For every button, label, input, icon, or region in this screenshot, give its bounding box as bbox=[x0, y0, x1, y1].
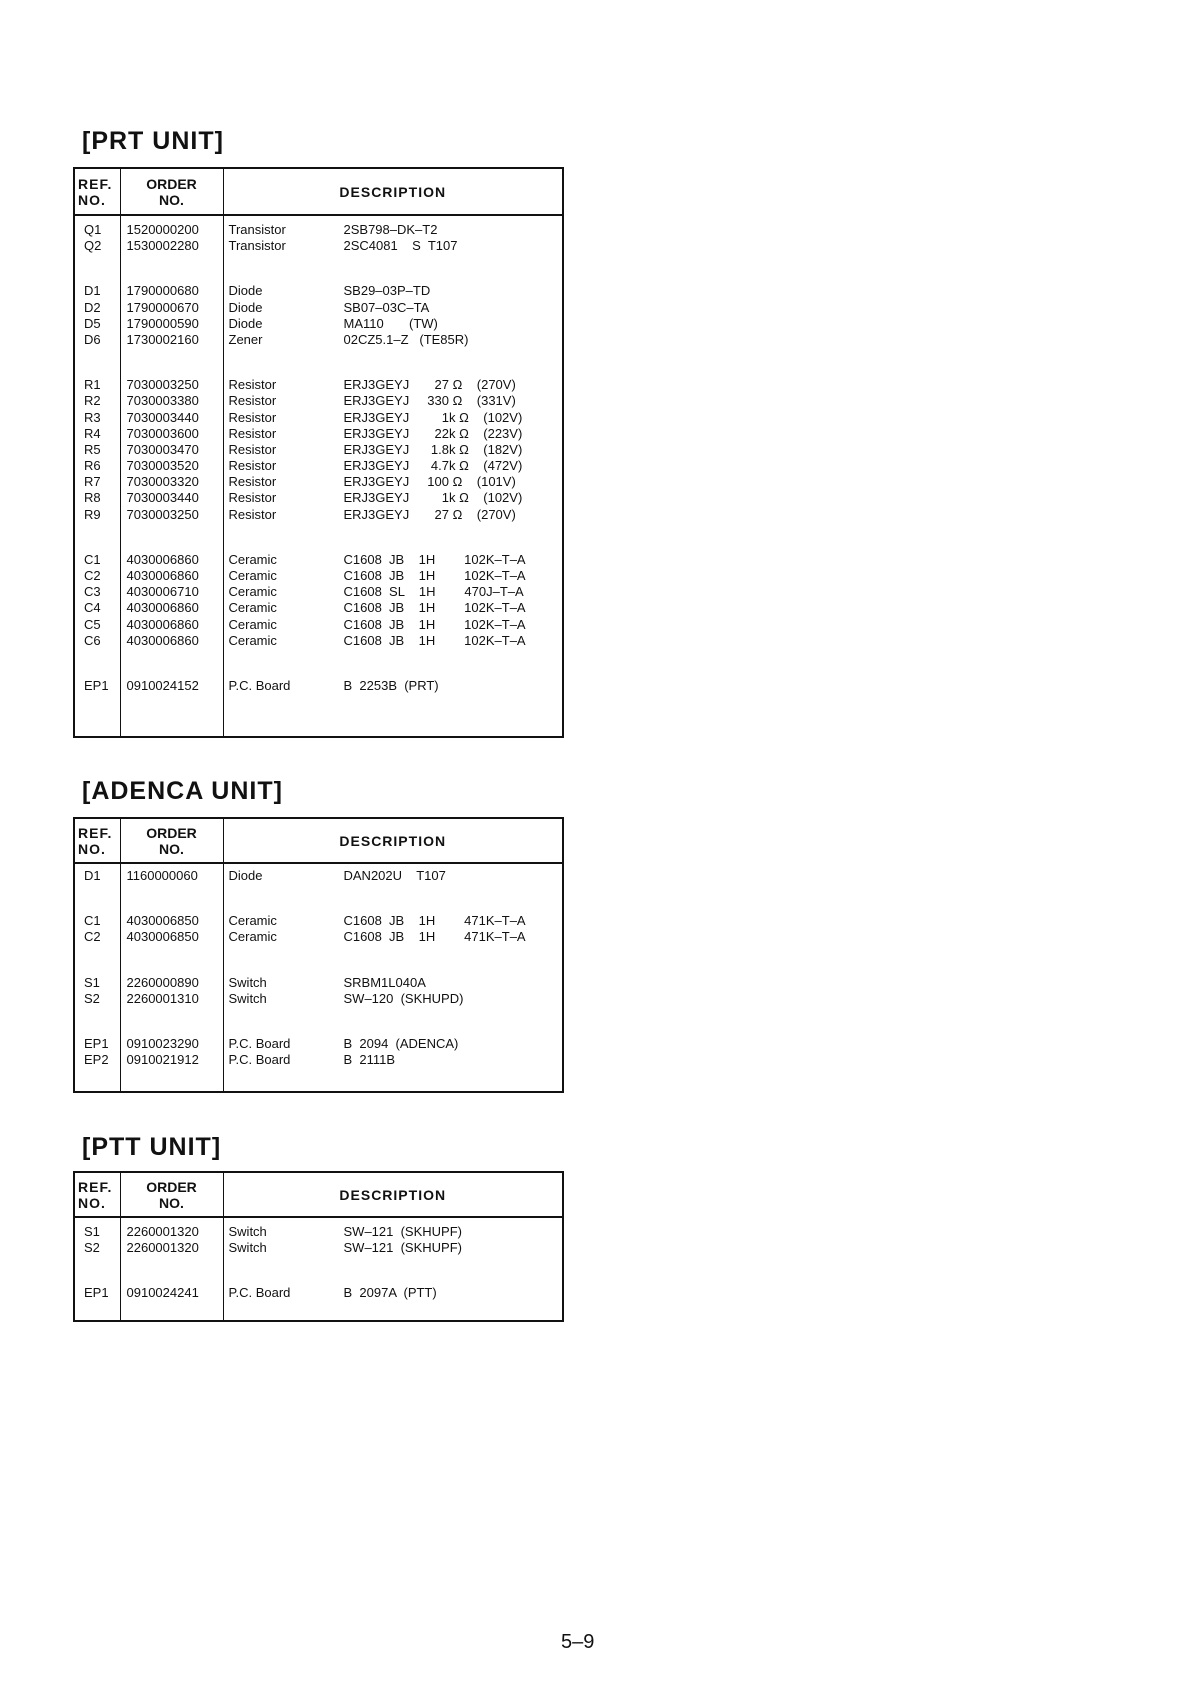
ref-number: Q2 bbox=[84, 238, 102, 254]
ref-number: R7 bbox=[84, 474, 101, 490]
group-spacer bbox=[84, 1021, 120, 1036]
group-spacer bbox=[127, 884, 223, 899]
ref-number: R6 bbox=[84, 458, 101, 474]
ref-number: R4 bbox=[84, 425, 101, 441]
part-description bbox=[229, 283, 563, 299]
part-description bbox=[229, 1224, 563, 1240]
part-description bbox=[229, 975, 563, 991]
order-number: 7030003600 bbox=[126, 425, 199, 441]
ref-number: S1 bbox=[84, 974, 100, 990]
part-description bbox=[229, 929, 563, 945]
ref-number: S1 bbox=[84, 1224, 100, 1239]
order-number: 1520000200 bbox=[126, 222, 199, 237]
description-column bbox=[223, 863, 563, 1092]
group-spacer bbox=[127, 663, 223, 678]
part-type: Ceramic bbox=[228, 616, 277, 632]
group-spacer bbox=[127, 254, 223, 269]
ref-number: EP1 bbox=[84, 677, 109, 693]
ref-number: R2 bbox=[84, 393, 101, 409]
ref-number: EP1 bbox=[84, 1285, 109, 1301]
part-description bbox=[229, 868, 563, 884]
group-spacer bbox=[229, 523, 563, 538]
group-spacer bbox=[127, 537, 223, 552]
group-spacer bbox=[127, 649, 223, 664]
group-spacer bbox=[84, 663, 120, 678]
part-spec: ERJ3GEYJ 100 Ω (101V) bbox=[343, 474, 516, 490]
part-type: Switch bbox=[228, 1224, 267, 1239]
part-description bbox=[229, 490, 563, 506]
part-spec: SRBM1L040A bbox=[343, 974, 426, 990]
header-order-no: ORDER NO. bbox=[120, 1172, 223, 1217]
order-number: 4030006860 bbox=[126, 616, 199, 632]
part-type: Diode bbox=[228, 315, 263, 331]
group-spacer bbox=[229, 663, 563, 678]
group-spacer bbox=[229, 1271, 563, 1286]
group-spacer bbox=[127, 1007, 223, 1022]
order-number: 0910024152 bbox=[126, 677, 199, 693]
group-spacer bbox=[229, 960, 563, 975]
order-number: 2260001320 bbox=[126, 1240, 199, 1256]
part-type: Ceramic bbox=[228, 584, 277, 600]
ref-number: S2 bbox=[84, 1240, 100, 1256]
part-spec: DAN202U T107 bbox=[343, 868, 446, 883]
header-order-no: ORDER NO. bbox=[120, 818, 223, 863]
order-number: 7030003380 bbox=[126, 393, 199, 409]
part-type: Diode bbox=[228, 299, 263, 315]
unit-title-adenca: [ADENCA UNIT] bbox=[82, 777, 283, 805]
part-description bbox=[229, 507, 563, 523]
group-spacer bbox=[84, 254, 120, 269]
part-type: Ceramic bbox=[228, 568, 277, 583]
group-spacer bbox=[229, 363, 563, 378]
part-spec: C1608 JB 1H 102K–T–A bbox=[343, 551, 526, 567]
group-spacer bbox=[84, 523, 120, 538]
ref-number: EP1 bbox=[84, 1035, 109, 1051]
header-ref-no: REF. NO. bbox=[74, 168, 120, 215]
ref-number: C3 bbox=[84, 584, 101, 600]
part-description bbox=[229, 377, 563, 393]
part-type: Resistor bbox=[228, 425, 277, 441]
part-spec: B 2111B bbox=[343, 1052, 396, 1068]
header-description: DESCRIPTION bbox=[223, 1172, 563, 1217]
ref-number: C4 bbox=[84, 600, 101, 616]
group-spacer bbox=[84, 649, 120, 664]
page-number: 5–9 bbox=[561, 1631, 595, 1653]
part-spec: SB07–03C–TA bbox=[343, 299, 430, 315]
part-spec: 2SB798–DK–T2 bbox=[343, 222, 438, 237]
ref-number: C2 bbox=[84, 568, 101, 583]
order-column bbox=[120, 215, 223, 737]
order-number: 2260001320 bbox=[126, 1224, 199, 1239]
part-type: P.C. Board bbox=[228, 1035, 291, 1051]
part-spec: MA110 (TW) bbox=[343, 315, 438, 331]
header-ref-no: REF. NO. bbox=[74, 1172, 120, 1217]
description-column bbox=[223, 215, 563, 737]
order-number: 1790000680 bbox=[126, 283, 199, 299]
order-number: 7030003250 bbox=[126, 506, 199, 522]
part-spec: 2SC4081 S T107 bbox=[343, 238, 458, 254]
part-type: P.C. Board bbox=[228, 1052, 291, 1068]
part-spec: ERJ3GEYJ 330 Ω (331V) bbox=[343, 393, 516, 409]
order-number: 7030003320 bbox=[126, 474, 199, 490]
part-description bbox=[229, 1052, 563, 1068]
part-description bbox=[229, 552, 563, 568]
order-number: 4030006850 bbox=[126, 913, 199, 929]
group-spacer bbox=[127, 348, 223, 363]
part-type: P.C. Board bbox=[228, 677, 291, 693]
part-type: Transistor bbox=[228, 238, 286, 254]
part-description bbox=[229, 316, 563, 332]
order-number: 7030003440 bbox=[126, 490, 199, 506]
part-spec: 02CZ5.1–Z (TE85R) bbox=[343, 331, 469, 347]
header-ref-no: REF. NO. bbox=[74, 818, 120, 863]
order-number: 7030003520 bbox=[126, 458, 199, 474]
ref-number: R3 bbox=[84, 409, 101, 425]
part-spec: ERJ3GEYJ 4.7k Ω (472V) bbox=[343, 458, 523, 474]
group-spacer bbox=[229, 1021, 563, 1036]
part-description bbox=[229, 300, 563, 316]
ref-number: C1 bbox=[84, 913, 101, 929]
part-spec: SW–121 (SKHUPF) bbox=[343, 1224, 462, 1239]
order-number: 4030006710 bbox=[126, 584, 199, 600]
ref-number: R5 bbox=[84, 441, 101, 457]
part-description bbox=[229, 913, 563, 929]
group-spacer bbox=[127, 899, 223, 914]
order-number: 4030006860 bbox=[126, 632, 199, 648]
ref-number: C5 bbox=[84, 616, 101, 632]
part-spec: ERJ3GEYJ 1k Ω (102V) bbox=[343, 490, 523, 506]
group-spacer bbox=[229, 884, 563, 899]
group-spacer bbox=[127, 363, 223, 378]
part-description bbox=[229, 617, 563, 633]
group-spacer bbox=[229, 649, 563, 664]
part-spec: ERJ3GEYJ 1.8k Ω (182V) bbox=[343, 441, 523, 457]
ref-number: C1 bbox=[84, 551, 101, 567]
part-type: Resistor bbox=[228, 490, 277, 506]
part-type: Resistor bbox=[228, 393, 277, 409]
ref-number: EP2 bbox=[84, 1052, 109, 1068]
part-spec: SW–121 (SKHUPF) bbox=[343, 1240, 462, 1256]
parts-table-ptt bbox=[73, 1171, 564, 1322]
group-spacer bbox=[229, 946, 563, 961]
group-spacer bbox=[84, 946, 120, 961]
part-description bbox=[229, 678, 563, 694]
part-spec: C1608 JB 1H 102K–T–A bbox=[343, 632, 526, 648]
group-spacer bbox=[229, 1007, 563, 1022]
group-spacer bbox=[127, 1021, 223, 1036]
ref-number: S2 bbox=[84, 990, 100, 1006]
group-spacer bbox=[127, 523, 223, 538]
order-number: 2260001310 bbox=[126, 990, 199, 1006]
part-type: Ceramic bbox=[228, 551, 277, 567]
part-spec: C1608 JB 1H 102K–T–A bbox=[343, 600, 526, 616]
part-spec: C1608 JB 1H 471K–T–A bbox=[343, 913, 526, 929]
part-spec: C1608 JB 1H 471K–T–A bbox=[343, 929, 526, 945]
part-spec: ERJ3GEYJ 22k Ω (223V) bbox=[343, 425, 523, 441]
part-spec: C1608 SL 1H 470J–T–A bbox=[343, 584, 524, 600]
part-type: Transistor bbox=[228, 222, 286, 237]
part-description bbox=[229, 633, 563, 649]
group-spacer bbox=[84, 884, 120, 899]
group-spacer bbox=[229, 254, 563, 269]
part-description bbox=[229, 1285, 563, 1301]
unit-title-ptt: [PTT UNIT] bbox=[82, 1133, 222, 1161]
part-description bbox=[229, 410, 563, 426]
ref-number: C6 bbox=[84, 632, 101, 648]
order-number: 0910023290 bbox=[126, 1035, 199, 1051]
parts-table-prt bbox=[73, 167, 564, 738]
unit-title-prt: [PRT UNIT] bbox=[82, 127, 224, 155]
part-type: Resistor bbox=[228, 458, 277, 474]
part-type: Diode bbox=[228, 868, 263, 883]
part-spec: B 2097A (PTT) bbox=[343, 1285, 437, 1301]
ref-number: D5 bbox=[84, 315, 101, 331]
group-spacer bbox=[127, 1271, 223, 1286]
order-number: 0910024241 bbox=[126, 1285, 199, 1301]
ref-number: R1 bbox=[84, 377, 101, 393]
order-number: 1530002280 bbox=[126, 238, 199, 254]
part-description bbox=[229, 332, 563, 348]
group-spacer bbox=[229, 348, 563, 363]
order-number: 1790000670 bbox=[126, 299, 199, 315]
part-description bbox=[229, 584, 563, 600]
ref-number: D1 bbox=[84, 283, 101, 299]
part-type: Resistor bbox=[228, 474, 277, 490]
part-type: Ceramic bbox=[228, 600, 277, 616]
part-description bbox=[229, 222, 563, 238]
description-column bbox=[223, 1217, 563, 1321]
group-spacer bbox=[229, 269, 563, 284]
group-spacer bbox=[84, 269, 120, 284]
ref-number: D1 bbox=[84, 868, 101, 883]
group-spacer bbox=[127, 946, 223, 961]
parts-table-adenca bbox=[73, 817, 564, 1093]
order-number: 7030003470 bbox=[126, 441, 199, 457]
group-spacer bbox=[84, 1256, 120, 1271]
part-spec: SB29–03P–TD bbox=[343, 283, 431, 299]
group-spacer bbox=[127, 269, 223, 284]
order-number: 7030003250 bbox=[126, 377, 199, 393]
part-spec: ERJ3GEYJ 1k Ω (102V) bbox=[343, 409, 523, 425]
part-spec: ERJ3GEYJ 27 Ω (270V) bbox=[343, 377, 516, 393]
order-number: 4030006860 bbox=[126, 600, 199, 616]
header-description: DESCRIPTION bbox=[223, 168, 563, 215]
part-type: Ceramic bbox=[228, 929, 277, 945]
part-spec: C1608 JB 1H 102K–T–A bbox=[343, 568, 526, 583]
header-description: DESCRIPTION bbox=[223, 818, 563, 863]
part-description bbox=[229, 568, 563, 584]
order-number: 7030003440 bbox=[126, 409, 199, 425]
group-spacer bbox=[229, 1256, 563, 1271]
part-type: Resistor bbox=[228, 377, 277, 393]
part-description bbox=[229, 442, 563, 458]
order-column bbox=[120, 1217, 223, 1321]
group-spacer bbox=[84, 363, 120, 378]
order-number: 1730002160 bbox=[126, 331, 199, 347]
part-spec: SW–120 (SKHUPD) bbox=[343, 990, 464, 1006]
part-spec: B 2094 (ADENCA) bbox=[343, 1035, 459, 1051]
part-type: P.C. Board bbox=[228, 1285, 291, 1301]
part-spec: ERJ3GEYJ 27 Ω (270V) bbox=[343, 506, 516, 522]
group-spacer bbox=[84, 899, 120, 914]
group-spacer bbox=[84, 537, 120, 552]
ref-column bbox=[74, 1217, 120, 1321]
part-description bbox=[229, 393, 563, 409]
ref-number: R8 bbox=[84, 490, 101, 506]
ref-column bbox=[74, 863, 120, 1092]
part-description bbox=[229, 991, 563, 1007]
part-type: Zener bbox=[228, 331, 263, 347]
group-spacer bbox=[84, 348, 120, 363]
part-type: Ceramic bbox=[228, 632, 277, 648]
ref-number: D2 bbox=[84, 299, 101, 315]
order-number: 4030006860 bbox=[126, 568, 199, 583]
part-description bbox=[229, 474, 563, 490]
group-spacer bbox=[229, 899, 563, 914]
ref-column bbox=[74, 215, 120, 737]
group-spacer bbox=[84, 1007, 120, 1022]
part-description bbox=[229, 458, 563, 474]
part-type: Switch bbox=[228, 990, 267, 1006]
part-type: Resistor bbox=[228, 506, 277, 522]
part-spec: B 2253B (PRT) bbox=[343, 677, 439, 693]
part-type: Switch bbox=[228, 974, 267, 990]
part-type: Ceramic bbox=[228, 913, 277, 929]
part-description bbox=[229, 238, 563, 254]
group-spacer bbox=[84, 960, 120, 975]
part-description bbox=[229, 1036, 563, 1052]
group-spacer bbox=[127, 960, 223, 975]
group-spacer bbox=[127, 1256, 223, 1271]
part-description bbox=[229, 600, 563, 616]
header-order-no: ORDER NO. bbox=[120, 168, 223, 215]
part-type: Resistor bbox=[228, 441, 277, 457]
ref-number: Q1 bbox=[84, 222, 102, 237]
group-spacer bbox=[229, 537, 563, 552]
order-number: 1160000060 bbox=[126, 868, 198, 883]
order-number: 1790000590 bbox=[126, 315, 199, 331]
order-column bbox=[120, 863, 223, 1092]
order-number: 2260000890 bbox=[126, 974, 199, 990]
order-number: 4030006860 bbox=[126, 551, 199, 567]
part-type: Resistor bbox=[228, 409, 277, 425]
part-description bbox=[229, 426, 563, 442]
part-type: Diode bbox=[228, 283, 263, 299]
ref-number: C2 bbox=[84, 929, 101, 945]
part-spec: C1608 JB 1H 102K–T–A bbox=[343, 616, 526, 632]
group-spacer bbox=[84, 1271, 120, 1286]
order-number: 0910021912 bbox=[126, 1052, 199, 1068]
ref-number: R9 bbox=[84, 506, 101, 522]
ref-number: D6 bbox=[84, 331, 101, 347]
order-number: 4030006850 bbox=[126, 929, 199, 945]
part-description bbox=[229, 1240, 563, 1256]
part-type: Switch bbox=[228, 1240, 267, 1256]
